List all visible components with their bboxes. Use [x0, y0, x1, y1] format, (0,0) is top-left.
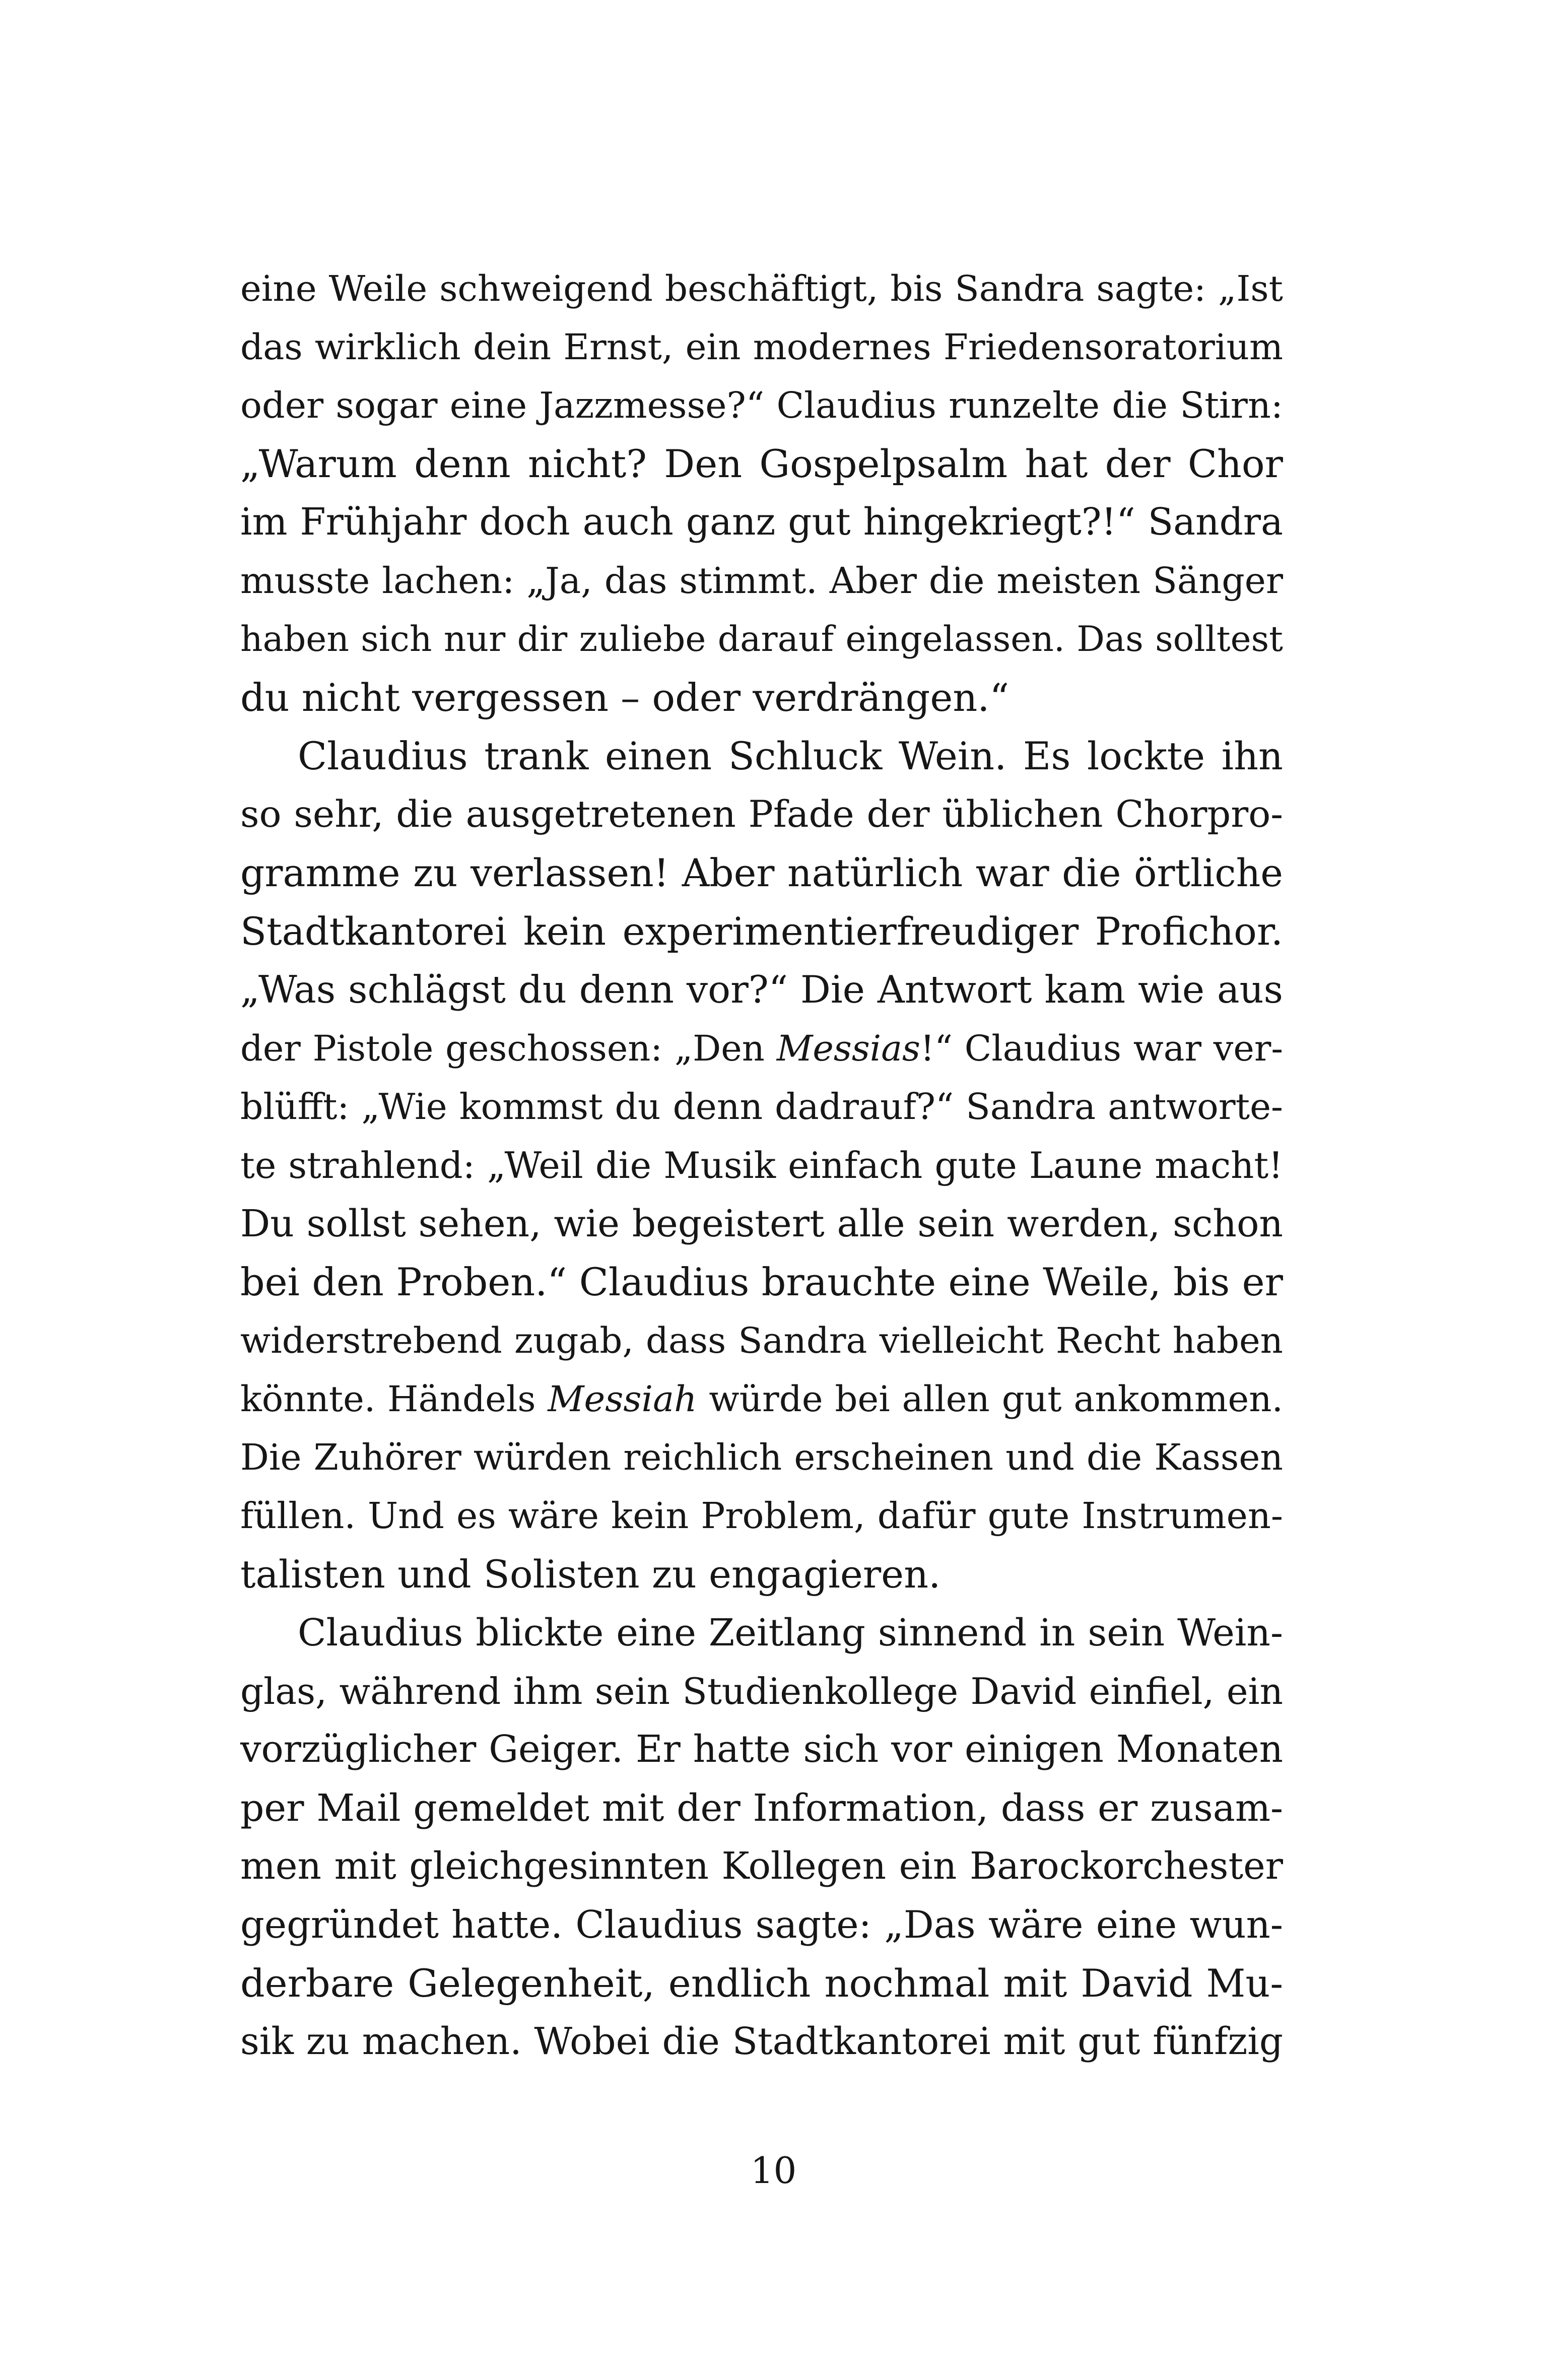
- text-segment: könnte. Händels: [240, 1378, 548, 1420]
- text-segment: würde bei allen gut ankommen.: [697, 1378, 1283, 1420]
- text-line: [240, 1954, 1283, 2013]
- text-segment: gramme zu verlassen! Aber natürlich war die örtliche: [240, 851, 1283, 895]
- text-segment: der Pistole geschossen: „Den: [240, 1028, 777, 1069]
- text-segment: so sehr, die ausgetretenen Pfade der üblichen Chorpro-: [240, 793, 1283, 836]
- text-line: [240, 1721, 1283, 1779]
- text-line: [240, 1078, 1283, 1136]
- paragraph: [240, 259, 1283, 727]
- text-segment: Die Zuhörer würden reichlich erscheinen und die Kassen: [240, 1436, 1283, 1478]
- text-line: [240, 844, 1283, 902]
- text-line: [240, 610, 1283, 669]
- text-line: [240, 2013, 1283, 2071]
- text-segment: te strahlend: „Weil die Musik einfach gute Laune macht!: [240, 1144, 1283, 1186]
- text-line: [240, 1195, 1283, 1253]
- text-segment: gegründet hatte. Claudius sagte: „Das wäre eine wun-: [240, 1903, 1283, 1947]
- italic-title: Messias: [776, 1028, 920, 1069]
- text-segment: haben sich nur dir zuliebe darauf eingelassen. Das solltest: [240, 619, 1283, 659]
- text-line: [240, 727, 1283, 785]
- text-line: [240, 1370, 1283, 1428]
- text-line: [240, 1779, 1283, 1837]
- text-line: [240, 669, 1283, 727]
- text-segment: Du sollst sehen, wie begeistert alle sein werden, schon: [240, 1202, 1283, 1245]
- text-segment: musste lachen: „Ja, das stimmt. Aber die meisten Sänger: [240, 560, 1283, 602]
- text-line: [240, 552, 1283, 610]
- text-line: [240, 435, 1283, 493]
- text-segment: bei den Proben.“ Claudius brauchte eine Weile, bis er: [240, 1260, 1283, 1304]
- text-line: [240, 1019, 1283, 1078]
- text-line: [240, 902, 1283, 961]
- text-segment: „Was schlägst du denn vor?“ Die Antwort kam wie aus: [240, 968, 1283, 1012]
- text-segment: eine Weile schweigend beschäftigt, bis Sandra sagte: „Ist: [240, 268, 1283, 309]
- text-segment: widerstrebend zugab, dass Sandra vielleicht Recht haben: [240, 1320, 1283, 1361]
- body-text: [240, 259, 1283, 2071]
- text-segment: Stadtkantorei kein experimentierfreudiger Profichor.: [240, 909, 1283, 954]
- text-line: [240, 1136, 1283, 1195]
- text-segment: sik zu machen. Wobei die Stadtkantorei mit gut fünfzig: [240, 2020, 1283, 2063]
- text-segment: derbare Gelegenheit, endlich nochmal mit David Mu-: [240, 1961, 1283, 2006]
- text-segment: du nicht vergessen – oder verdrängen.“: [240, 675, 1010, 720]
- page-number: 10: [750, 2149, 797, 2192]
- text-segment: talisten und Solisten zu engagieren.: [240, 1552, 941, 1597]
- text-segment: füllen. Und es wäre kein Problem, dafür gute Instrumen-: [240, 1495, 1283, 1537]
- text-segment: Claudius blickte eine Zeitlang sinnend in sein Wein-: [298, 1611, 1283, 1655]
- text-segment: Claudius trank einen Schluck Wein. Es lockte ihn: [298, 734, 1283, 778]
- text-line: [240, 1487, 1283, 1545]
- text-segment: vorzüglicher Geiger. Er hatte sich vor einigen Monaten: [240, 1728, 1283, 1771]
- text-segment: !“ Claudius war ver-: [920, 1028, 1283, 1069]
- text-line: [240, 961, 1283, 1019]
- text-line: [240, 1428, 1283, 1487]
- text-segment: „Warum denn nicht? Den Gospelpsalm hat der Chor: [240, 441, 1283, 486]
- text-line: [240, 1545, 1283, 1604]
- text-line: [240, 318, 1283, 376]
- text-segment: men mit gleichgesinnten Kollegen ein Barockorchester: [240, 1845, 1283, 1888]
- text-line: [240, 1253, 1283, 1311]
- text-line: [240, 1604, 1283, 1662]
- text-segment: per Mail gemeldet mit der Information, dass er zusam-: [240, 1787, 1283, 1830]
- text-segment: blüfft: „Wie kommst du denn dadrauf?“ Sandra antworte-: [240, 1086, 1283, 1128]
- text-segment: glas, während ihm sein Studienkollege David einfiel, ein: [240, 1670, 1283, 1712]
- paragraph: [240, 1604, 1283, 2071]
- text-line: [240, 785, 1283, 844]
- italic-title: Messiah: [548, 1378, 697, 1420]
- paragraph: [240, 727, 1283, 1604]
- text-segment: im Frühjahr doch auch ganz gut hingekriegt?!“ Sandra: [240, 501, 1283, 544]
- text-segment: das wirklich dein Ernst, ein modernes Friedensoratorium: [240, 326, 1283, 368]
- text-line: [240, 259, 1283, 318]
- text-line: [240, 1662, 1283, 1721]
- text-line: [240, 1311, 1283, 1370]
- text-line: [240, 376, 1283, 435]
- text-segment: oder sogar eine Jazzmesse?“ Claudius runzelte die Stirn:: [240, 384, 1283, 426]
- text-line: [240, 1896, 1283, 1954]
- text-line: [240, 1837, 1283, 1896]
- text-line: [240, 493, 1283, 552]
